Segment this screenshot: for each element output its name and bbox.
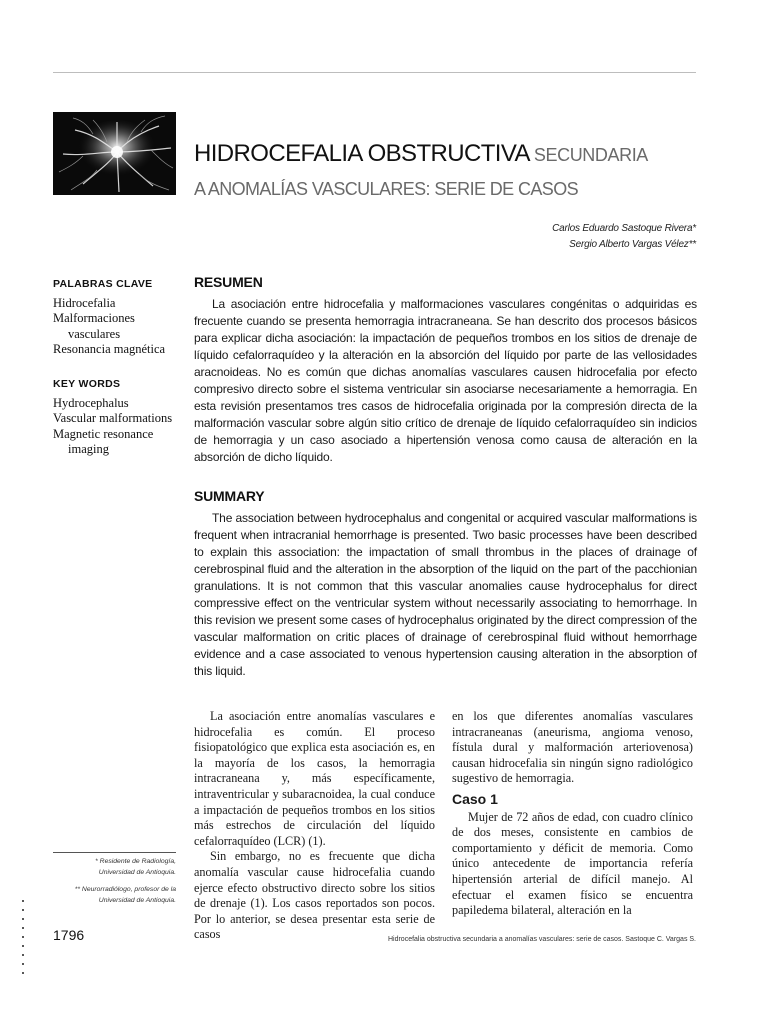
running-title: Hidrocefalia obstructiva secundaria a anomalías vasculares: serie de casos. Sastoque C. Vargas S. <box>387 936 696 943</box>
keyword-en-item: Hydrocephalus <box>53 395 129 410</box>
keyword-en-item: imaging <box>68 442 109 456</box>
keyword-es-item: Malformaciones <box>53 311 135 325</box>
top-rule <box>53 72 696 73</box>
keywords-es-heading: PALABRAS CLAVE <box>53 278 153 290</box>
summary-heading: SUMMARY <box>194 488 265 504</box>
keyword-es-item: Resonancia magnética <box>53 342 166 356</box>
resumen-heading: RESUMEN <box>194 274 263 290</box>
body-paragraph: Mujer de 72 años de edad, con cuadro clínico de dos meses, consistente en cambios de comportamiento y déficit de memoria. Como único antecedente de importancia refería hipertensión arterial de difícil manejo. Al efectuar el examen físico se encuentra papiledema bilateral, alteración en la <box>452 809 693 918</box>
author-1: Carlos Eduardo Sastoque Rivera* <box>552 223 696 234</box>
case-1-heading: Caso 1 <box>452 790 498 807</box>
footnote-rule <box>53 852 176 853</box>
footnote-line: Universidad de Antioquia. <box>98 869 176 876</box>
keywords-en <box>53 377 188 458</box>
keywords-es <box>53 277 188 358</box>
resumen-text: La asociación entre hidrocefalia y malformaciones vasculares congénitas o adquiridas es frecuente cuando se presenta hemorragia intracraneana. Se han descrito dos procesos básicos para explicar dicha asociación: la impactación de pequeños trombos en los sitios de drenaje de líquido cefalorraquídeo y la alteración en la absorción del líquido por parte de las vellosidades aracnoideas. No es común que dichas anomalías vasculares causen hidrocefalia por efecto compresivo directo sobre el sistema ventricular sin asociarse necesariamente a hemorragia. En esta revisión presentamos tres casos de hidrocefalia originada por la compresión directa de la malformación vascular sobre algún sitio crítico de drenaje de líquido cefalorraquídeo sin indicios de hemorragia y un caso asociado a hipertensión venosa como causa de alteración en la absorción de dicho líquido. <box>194 297 697 464</box>
decorative-dots <box>22 900 26 981</box>
keyword-es-item: Hidrocefalia <box>53 295 116 310</box>
keyword-en-item: Vascular malformations <box>53 411 173 425</box>
footnote-line: ** Neurorradiólogo, profesor de la <box>74 886 176 893</box>
article-title <box>194 140 714 168</box>
angiography-image <box>53 112 176 195</box>
keyword-en-item: Magnetic resonance <box>53 426 154 441</box>
footnote-1 <box>95 856 176 878</box>
summary-text: The association between hydrocephalus and congenital or acquired vascular malformations is frequent when intracranial hemorrhage is presented. Two basic processes have been described to explain this association: the impactation of small thrombus in the places of drainage of cerebrospinal fluid and the alteration in the absorption of the liquid on the part of the pacchionian granulations. It is not common that this vascular anomalies cause hydrocephalus for direct compressive effect on the ventricular system without necessarily associating to hemorrhage. In this revision we present some cases of hydrocephalus originated by the direct compression of the vascular malformation on critic places of drainage of cerebrospinal fluid without hemorrhage evidence and a case associated to venous hypertension causing alteration in the absorption of this liquid. <box>194 511 697 678</box>
page-number: 1796 <box>53 927 85 943</box>
keyword-es-item: vasculares <box>68 326 121 341</box>
body-paragraph: La asociación entre anomalías vasculares e hidrocefalia es común. El proceso fisiopatológico que explica esta asociación es, en la mayoría de los casos, la hemorragia intracraneana y, más específicamente, intraventricular y subaracnoidea, la cual conduce a impactación de pequeños trombos en los sitios más estrechos de circulación del líquido cefalorraquídeo (LCR) (1). <box>194 709 435 848</box>
angiography-vessels <box>53 112 176 195</box>
body-column-2 <box>452 709 693 919</box>
keywords-en-heading: KEY WORDS <box>53 378 121 390</box>
footnote-2 <box>75 884 176 906</box>
body-column-1 <box>194 709 435 943</box>
article-subtitle: A ANOMALÍAS VASCULARES: SERIE DE CASOS <box>194 179 579 199</box>
footnote-line: Universidad de Antioquia. <box>98 897 176 904</box>
body-paragraph: Sin embargo, no es frecuente que dicha anomalía vascular cause hidrocefalia cuando ejerce efecto obstructivo directo sobre los sitios de drenaje (1). Los casos reportados son pocos. Por lo anterior, se desea presentar esta serie de casos <box>194 849 435 942</box>
title-secondary: SECUNDARIA <box>533 145 648 165</box>
title-main: HIDROCEFALIA OBSTRUCTIVA <box>194 140 530 167</box>
body-paragraph: en los que diferentes anomalías vasculares intracraneanas (aneurisma, angioma venoso, fístula dural y malformación arteriovenosa) causan hidrocefalia sin ningún signo radiológico sugestivo de hemorragia. <box>452 709 693 786</box>
authors <box>552 221 696 253</box>
author-2: Sergio Alberto Vargas Vélez** <box>569 239 696 250</box>
footnote-line: * Residente de Radiología, <box>95 858 176 865</box>
